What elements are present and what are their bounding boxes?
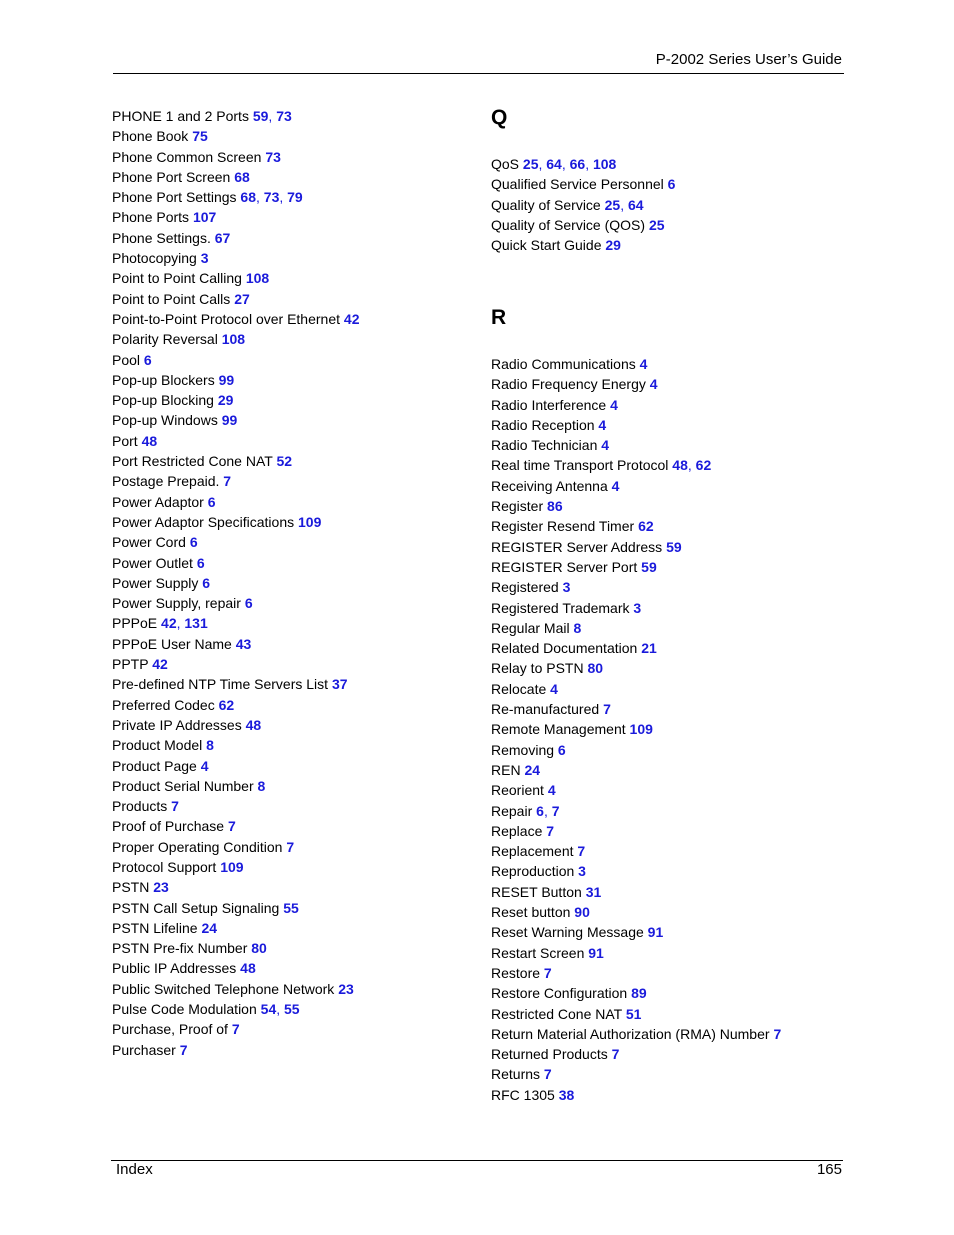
index-term: Proof of Purchase	[112, 818, 225, 835]
index-term: PPTP	[112, 656, 149, 673]
page-link[interactable]: 23	[153, 879, 169, 896]
index-entry	[112, 532, 359, 552]
index-entry	[112, 289, 359, 309]
index-term: Registered	[491, 579, 559, 596]
page-link[interactable]: 4	[200, 757, 209, 774]
index-term: Registered Trademark	[491, 599, 630, 616]
page-link[interactable]: 6	[189, 534, 198, 551]
page-link[interactable]: 7	[171, 798, 179, 815]
page-link[interactable]: 99	[221, 412, 238, 429]
index-entry	[491, 638, 781, 658]
page-link[interactable]: 54	[260, 1001, 277, 1018]
index-term: Purchase, Proof of	[112, 1021, 228, 1038]
page-link[interactable]: 52	[276, 453, 293, 470]
page-link[interactable]: 73	[276, 108, 292, 124]
index-term: Product Page	[112, 757, 197, 774]
index-entry	[491, 1024, 781, 1044]
page-link[interactable]: 66	[569, 156, 586, 172]
index-entry	[112, 309, 359, 329]
page-link[interactable]: 24	[524, 761, 541, 778]
index-entry	[491, 598, 781, 618]
page-link[interactable]: 80	[587, 660, 604, 677]
index-term: Replacement	[491, 843, 574, 860]
index-term: Radio Technician	[491, 437, 598, 454]
index-entry	[112, 390, 359, 410]
page-link[interactable]: 38	[558, 1086, 575, 1103]
page-link[interactable]: 48	[245, 716, 262, 733]
index-entry	[112, 654, 359, 674]
page-link[interactable]: 4	[598, 416, 607, 433]
index-entry	[491, 516, 781, 536]
index-term: Radio Frequency Energy	[491, 376, 646, 393]
page-link[interactable]: 4	[649, 376, 658, 393]
index-term: RFC 1305	[491, 1086, 555, 1103]
index-term: Register	[491, 498, 544, 515]
page-link[interactable]: 6	[196, 554, 205, 571]
index-term: Repair	[491, 802, 533, 819]
index-term: Qualified Service Personnel	[491, 176, 664, 193]
page-link[interactable]: 7	[577, 843, 586, 860]
index-term: Quality of Service	[491, 196, 601, 213]
index-entry	[112, 1040, 359, 1060]
page-link[interactable]: 37	[331, 676, 348, 693]
page-link[interactable]: 108	[592, 156, 617, 172]
index-entry	[491, 435, 781, 455]
index-term: Protocol Support	[112, 858, 217, 875]
index-term: PPPoE User Name	[112, 635, 232, 652]
page-link[interactable]: 89	[631, 985, 647, 1002]
index-term: Remote Management	[491, 721, 626, 738]
index-entry	[112, 492, 359, 512]
index-entry	[112, 228, 359, 248]
index-entry	[491, 1004, 781, 1024]
index-term: Radio Reception	[491, 416, 595, 433]
index-entry	[491, 658, 781, 678]
index-entry	[491, 780, 781, 800]
index-entry	[491, 841, 781, 861]
page-link[interactable]: 7	[286, 838, 295, 855]
page-link[interactable]: 3	[633, 599, 642, 616]
index-term: Reset button	[491, 904, 571, 921]
index-entry	[112, 350, 359, 370]
index-entry	[112, 898, 359, 918]
index-term: Relay to PSTN	[491, 660, 584, 677]
index-term: REGISTER Server Port	[491, 558, 638, 575]
index-term: REN	[491, 761, 521, 778]
header-title: P-2002 Series User’s Guide	[655, 51, 842, 68]
page-link[interactable]: 4	[639, 356, 648, 372]
page-link[interactable]: 62	[695, 457, 712, 474]
page-link[interactable]: 107	[192, 209, 217, 226]
index-term: Phone Port Screen	[112, 168, 231, 185]
index-term: Products	[112, 798, 168, 815]
page-link[interactable]: 108	[221, 331, 246, 348]
index-entry	[491, 235, 675, 255]
page-link[interactable]: 43	[235, 635, 252, 652]
page-link[interactable]: 31	[585, 883, 602, 900]
index-term: Point-to-Point Protocol over Ethernet	[112, 310, 341, 327]
index-term: Power Supply	[112, 574, 199, 591]
index-term: Pool	[112, 351, 141, 368]
index-term: Preferred Codec	[112, 696, 215, 713]
index-entry	[112, 938, 359, 958]
index-term: Relocate	[491, 680, 547, 697]
index-entry	[112, 918, 359, 938]
index-entry: Pulse Code Modulation 54, 55	[112, 1001, 300, 1018]
section-letter-q: Q	[491, 106, 508, 129]
index-entry	[112, 837, 359, 857]
index-term: Radio Interference	[491, 396, 607, 413]
page-link[interactable]: 6	[557, 741, 566, 758]
index-entry	[112, 451, 359, 471]
index-entry	[112, 573, 359, 593]
index-term: Regular Mail	[491, 619, 570, 636]
page-link[interactable]: 62	[218, 696, 235, 713]
page-link[interactable]: 80	[251, 940, 267, 957]
index-term: PPPoE	[112, 615, 158, 632]
index-term: Power Outlet	[112, 554, 193, 571]
index-entry	[491, 174, 675, 194]
page-link[interactable]: 25	[648, 216, 665, 233]
footer-page-number: 165	[816, 1161, 842, 1178]
index-term: Phone Book	[112, 128, 189, 145]
page-link[interactable]: 27	[234, 290, 250, 307]
index-term: Quality of Service (QOS)	[491, 216, 646, 233]
page-link[interactable]: 62	[638, 518, 654, 535]
page-link[interactable]: 6	[536, 802, 544, 819]
page-link[interactable]: 48	[240, 960, 256, 977]
index-entry	[112, 268, 359, 288]
index-entry: PPPoE 42, 131	[112, 615, 208, 632]
index-column-left	[112, 106, 359, 1060]
index-term: Reproduction	[491, 863, 575, 880]
page-link[interactable]: 75	[192, 128, 208, 145]
index-entry	[491, 902, 781, 922]
index-entry	[491, 415, 781, 435]
index-term: Phone Settings.	[112, 229, 211, 246]
index-entry	[112, 370, 359, 390]
index-entry: Quality of Service 25, 64	[491, 196, 644, 213]
page-link[interactable]: 99	[218, 371, 235, 388]
page-link[interactable]: 59	[641, 558, 657, 575]
index-entry	[491, 922, 781, 942]
page-link[interactable]: 7	[611, 1046, 620, 1063]
index-entry	[112, 431, 359, 451]
index-entry	[112, 471, 359, 491]
index-entry	[491, 496, 781, 516]
index-term: Returned Products	[491, 1046, 608, 1063]
index-entry	[491, 740, 781, 760]
page-link[interactable]: 4	[610, 396, 618, 413]
index-term: Proper Operating Condition	[112, 838, 283, 855]
page-link[interactable]: 48	[141, 432, 158, 449]
index-entry	[491, 537, 781, 557]
page-link[interactable]: 55	[283, 899, 299, 916]
index-term: Radio Communications	[491, 356, 636, 372]
page-link[interactable]: 73	[263, 189, 280, 206]
page-link[interactable]: 7	[179, 1041, 188, 1058]
page-link[interactable]: 73	[265, 148, 281, 165]
page-link[interactable]: 4	[550, 680, 558, 697]
page-link[interactable]: 7	[223, 473, 232, 490]
page-link[interactable]: 3	[200, 250, 209, 267]
index-term: Photocopying	[112, 250, 197, 267]
page-link[interactable]: 6	[202, 574, 211, 591]
page-link[interactable]: 109	[220, 858, 244, 875]
index-term: Power Cord	[112, 534, 186, 551]
footer-rule	[111, 1160, 843, 1161]
page-link[interactable]: 7	[543, 964, 552, 981]
page-link[interactable]: 6	[244, 595, 253, 612]
page-link[interactable]: 6	[667, 176, 676, 193]
index-term: Pop-up Blockers	[112, 371, 215, 388]
index-term: Re-manufactured	[491, 701, 600, 718]
page-link[interactable]: 91	[588, 944, 604, 961]
page-link[interactable]: 86	[547, 498, 563, 515]
index-term: Public Switched Telephone Network	[112, 980, 335, 997]
page-link[interactable]: 42	[343, 310, 360, 327]
page-link[interactable]: 7	[231, 1021, 240, 1038]
page-link[interactable]: 109	[298, 513, 322, 530]
page-link[interactable]: 90	[574, 904, 590, 921]
page-link[interactable]: 55	[284, 1001, 300, 1018]
index-term: QoS	[491, 156, 520, 172]
index-term: PSTN Pre-fix Number	[112, 940, 248, 957]
index-term: Power Adaptor	[112, 493, 204, 510]
index-entry	[491, 821, 781, 841]
index-entry	[112, 147, 359, 167]
index-entry	[491, 679, 781, 699]
index-term: PSTN Call Setup Signaling	[112, 899, 280, 916]
page-link[interactable]: 29	[605, 237, 621, 254]
index-term: Reset Warning Message	[491, 924, 644, 941]
index-term: Restore	[491, 964, 541, 981]
index-term: Receiving Antenna	[491, 477, 608, 494]
index-entry	[112, 735, 359, 755]
index-term: PHONE 1 and 2 Ports	[112, 108, 249, 124]
index-entry: Repair 6, 7	[491, 802, 560, 819]
index-term: Return Material Authorization (RMA) Number	[491, 1025, 770, 1042]
index-term: Point to Point Calling	[112, 270, 242, 287]
page-link[interactable]: 108	[245, 270, 270, 287]
index-term: Pulse Code Modulation	[112, 1001, 257, 1018]
page-link[interactable]: 42	[161, 615, 177, 632]
index-term: Replace	[491, 822, 543, 839]
page-link[interactable]: 64	[546, 156, 562, 172]
page-link[interactable]: 79	[287, 189, 303, 206]
index-entry	[491, 1064, 781, 1084]
index-term: Power Supply, repair	[112, 595, 241, 612]
page-link[interactable]: 131	[184, 615, 208, 632]
page-link[interactable]: 59	[666, 538, 682, 555]
index-entry	[491, 215, 675, 235]
page-link[interactable]: 7	[603, 701, 611, 718]
index-entry	[491, 374, 781, 394]
index-entry	[112, 796, 359, 816]
index-column-r	[491, 354, 781, 1105]
page-link[interactable]: 25	[604, 196, 621, 213]
index-term: Product Model	[112, 737, 203, 754]
index-entry	[491, 618, 781, 638]
index-entry	[112, 695, 359, 715]
index-entry	[112, 979, 359, 999]
index-entry	[491, 557, 781, 577]
index-entry: Phone Port Settings 68, 73, 79	[112, 189, 303, 206]
page-link[interactable]: 59	[252, 108, 269, 124]
index-term: Related Documentation	[491, 640, 638, 657]
index-entry	[112, 167, 359, 187]
index-term: Port	[112, 432, 138, 449]
index-term: Pre-defined NTP Time Servers List	[112, 676, 329, 693]
page-link[interactable]: 67	[214, 229, 231, 246]
page-link[interactable]: 6	[143, 351, 152, 368]
index-term: RESET Button	[491, 883, 582, 900]
index-entry	[112, 329, 359, 349]
index-entry	[491, 963, 781, 983]
index-entry	[112, 776, 359, 796]
index-entry	[491, 943, 781, 963]
index-term: Product Serial Number	[112, 777, 254, 794]
index-term: Phone Port Settings	[112, 189, 237, 206]
index-entry	[112, 816, 359, 836]
index-entry	[112, 248, 359, 268]
page-link[interactable]: 42	[152, 656, 168, 673]
index-entry	[491, 1085, 781, 1105]
index-entry	[491, 699, 781, 719]
index-entry: Real time Transport Protocol 48, 62	[491, 457, 712, 474]
index-term: Removing	[491, 741, 555, 758]
index-term: Pop-up Blocking	[112, 392, 214, 409]
index-entry	[112, 126, 359, 146]
footer-section: Index	[116, 1161, 153, 1178]
index-term: Pop-up Windows	[112, 412, 218, 429]
page-link[interactable]: 8	[573, 619, 582, 636]
header-rule	[113, 73, 844, 74]
index-term: PSTN Lifeline	[112, 919, 198, 936]
index-entry	[112, 1019, 359, 1039]
page-link[interactable]: 29	[217, 392, 234, 409]
index-entry: PHONE 1 and 2 Ports 59, 73	[112, 108, 292, 124]
page-link[interactable]: 48	[672, 457, 688, 474]
page-link[interactable]: 21	[641, 640, 657, 657]
index-entry	[491, 760, 781, 780]
index-entry	[112, 553, 359, 573]
index-entry	[491, 476, 781, 496]
page-link[interactable]: 6	[207, 493, 216, 510]
index-column-q	[491, 154, 675, 255]
section-letter-r: R	[491, 306, 507, 329]
index-term: Returns	[491, 1066, 541, 1083]
index-entry	[112, 674, 359, 694]
index-entry	[112, 207, 359, 227]
index-term: Private IP Addresses	[112, 716, 242, 733]
index-term: Restore Configuration	[491, 985, 628, 1002]
index-term: REGISTER Server Address	[491, 538, 663, 555]
index-entry	[112, 958, 359, 978]
index-term: Power Adaptor Specifications	[112, 513, 295, 530]
page-link[interactable]: 7	[546, 822, 555, 839]
index-entry	[491, 1044, 781, 1064]
page-link[interactable]: 4	[547, 782, 556, 799]
page-link[interactable]: 23	[338, 980, 354, 997]
index-term: PSTN	[112, 879, 150, 896]
page-link[interactable]: 7	[773, 1025, 782, 1042]
index-entry	[112, 410, 359, 430]
index-term: Postage Prepaid.	[112, 473, 220, 490]
index-entry: QoS 25, 64, 66, 108	[491, 156, 617, 172]
index-term: Phone Ports	[112, 209, 190, 226]
index-entry	[491, 354, 781, 374]
index-entry	[112, 634, 359, 654]
index-term: Phone Common Screen	[112, 148, 262, 165]
index-entry	[112, 877, 359, 897]
page-link[interactable]: 3	[562, 579, 571, 596]
page-link[interactable]: 8	[206, 737, 214, 754]
page-link[interactable]: 4	[611, 477, 620, 494]
page-link[interactable]: 3	[578, 863, 586, 880]
page-link[interactable]: 51	[625, 1005, 642, 1022]
index-term: Register Resend Timer	[491, 518, 635, 535]
index-term: Port Restricted Cone NAT	[112, 453, 273, 470]
index-entry	[112, 857, 359, 877]
index-entry	[112, 593, 359, 613]
index-entry	[112, 756, 359, 776]
page-link[interactable]: 64	[627, 196, 644, 213]
index-entry	[491, 719, 781, 739]
index-entry	[112, 715, 359, 735]
page-link[interactable]: 4	[601, 437, 610, 454]
index-entry	[491, 395, 781, 415]
index-term: Point to Point Calls	[112, 290, 231, 307]
index-term: Public IP Addresses	[112, 960, 237, 977]
index-entry	[491, 983, 781, 1003]
index-term: Polarity Reversal	[112, 331, 218, 348]
index-entry	[491, 577, 781, 597]
index-entry	[491, 882, 781, 902]
index-term: Restart Screen	[491, 944, 585, 961]
page-link[interactable]: 68	[234, 168, 250, 185]
index-term: Real time Transport Protocol	[491, 457, 669, 474]
page-link[interactable]: 7	[227, 818, 236, 835]
index-term: Reorient	[491, 782, 544, 799]
index-entry	[112, 512, 359, 532]
page-link[interactable]: 68	[240, 189, 256, 206]
page-link[interactable]: 91	[647, 924, 664, 941]
index-term: Quick Start Guide	[491, 237, 602, 254]
index-term: Purchaser	[112, 1041, 176, 1058]
page-link[interactable]: 25	[522, 156, 539, 172]
index-entry	[491, 861, 781, 881]
page-link[interactable]: 7	[543, 1066, 552, 1083]
page-link[interactable]: 24	[201, 919, 218, 936]
index-term: Restricted Cone NAT	[491, 1005, 622, 1022]
page-link[interactable]: 109	[629, 721, 653, 738]
page-link[interactable]: 7	[551, 802, 560, 819]
page-link[interactable]: 8	[257, 777, 266, 794]
